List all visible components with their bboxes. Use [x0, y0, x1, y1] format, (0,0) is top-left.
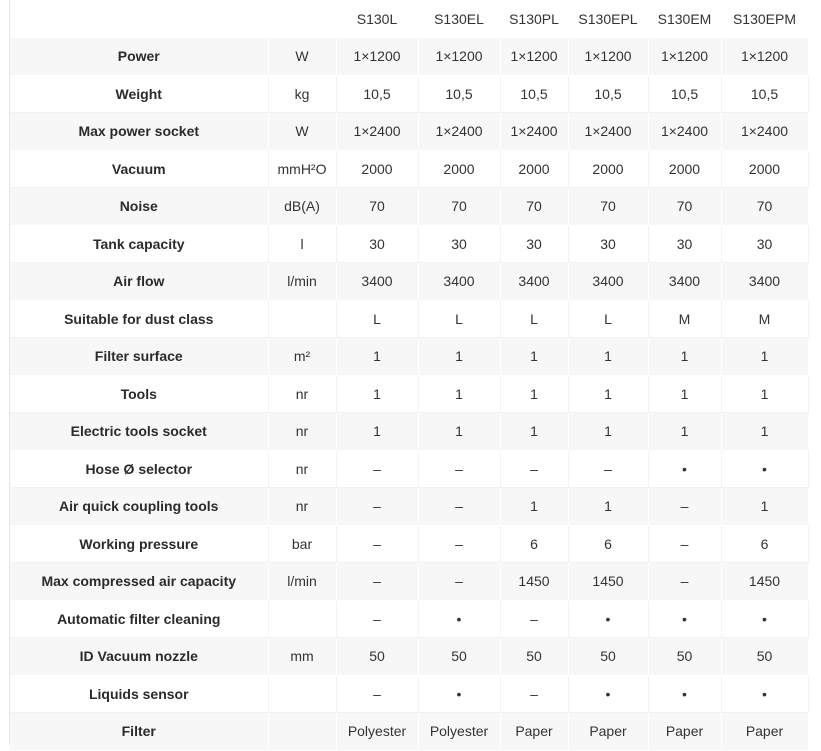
spec-value: 30 [500, 225, 568, 263]
spec-value: 1450 [500, 563, 568, 601]
spec-value: 10,5 [721, 75, 808, 113]
spec-value: 1 [721, 338, 808, 376]
table-row [10, 75, 808, 113]
table-row [10, 450, 808, 488]
spec-unit: bar [268, 525, 336, 563]
spec-value: L [568, 300, 648, 338]
spec-value: 1 [721, 413, 808, 451]
table-row [10, 488, 808, 526]
spec-value: 70 [568, 188, 648, 226]
spec-value: – [418, 450, 500, 488]
table-row [10, 713, 808, 751]
spec-value: 1 [721, 488, 808, 526]
spec-value: 1×2400 [721, 113, 808, 151]
spec-value: – [418, 563, 500, 601]
spec-value: 1 [336, 375, 418, 413]
spec-value: 1×1200 [648, 38, 721, 76]
spec-unit: W [268, 38, 336, 76]
specs-table [10, 0, 809, 751]
spec-value: 3400 [721, 263, 808, 301]
spec-value: – [568, 450, 648, 488]
spec-unit: nr [268, 450, 336, 488]
spec-value: 1 [648, 375, 721, 413]
spec-unit: m² [268, 338, 336, 376]
spec-unit: nr [268, 488, 336, 526]
spec-value: 1 [418, 338, 500, 376]
table-row [10, 375, 808, 413]
spec-label: Tank capacity [10, 225, 268, 263]
spec-value: 1450 [568, 563, 648, 601]
spec-value: 1 [648, 338, 721, 376]
spec-label: Noise [10, 188, 268, 226]
spec-value: – [500, 600, 568, 638]
spec-label: Air quick coupling tools [10, 488, 268, 526]
spec-value: 30 [648, 225, 721, 263]
spec-value: 10,5 [568, 75, 648, 113]
spec-value: – [500, 675, 568, 713]
spec-value: 1×1200 [336, 38, 418, 76]
spec-label: Tools [10, 375, 268, 413]
spec-unit: nr [268, 375, 336, 413]
spec-value: • [568, 675, 648, 713]
spec-value: – [648, 525, 721, 563]
spec-value: 1 [500, 375, 568, 413]
spec-unit: mm [268, 638, 336, 676]
spec-value: 50 [648, 638, 721, 676]
spec-value: • [721, 675, 808, 713]
spec-value: 10,5 [336, 75, 418, 113]
spec-label: Max compressed air capacity [10, 563, 268, 601]
table-row [10, 675, 808, 713]
spec-value: • [648, 600, 721, 638]
spec-value: L [418, 300, 500, 338]
spec-value: 30 [336, 225, 418, 263]
spec-unit [268, 675, 336, 713]
spec-value: – [418, 525, 500, 563]
spec-unit: l/min [268, 563, 336, 601]
spec-value: – [336, 675, 418, 713]
spec-value: • [568, 600, 648, 638]
spec-value: 1 [500, 338, 568, 376]
spec-value: • [418, 600, 500, 638]
table-row [10, 563, 808, 601]
spec-value: Paper [500, 713, 568, 751]
spec-value: 3400 [418, 263, 500, 301]
spec-value: – [336, 525, 418, 563]
spec-label: Max power socket [10, 113, 268, 151]
header-empty-unit [268, 0, 336, 38]
spec-value: 6 [500, 525, 568, 563]
spec-value: 30 [568, 225, 648, 263]
spec-unit: l/min [268, 263, 336, 301]
spec-value: 1×2400 [418, 113, 500, 151]
spec-value: 10,5 [500, 75, 568, 113]
spec-value: 2000 [648, 150, 721, 188]
spec-value: 70 [336, 188, 418, 226]
spec-value: 1×1200 [500, 38, 568, 76]
spec-value: 1 [500, 413, 568, 451]
spec-value: – [648, 488, 721, 526]
spec-label: Air flow [10, 263, 268, 301]
spec-value: 1 [568, 375, 648, 413]
spec-value: • [721, 600, 808, 638]
spec-value: – [336, 488, 418, 526]
table-row [10, 338, 808, 376]
spec-label: Suitable for dust class [10, 300, 268, 338]
table-row [10, 600, 808, 638]
spec-value: M [721, 300, 808, 338]
spec-value: 1 [721, 375, 808, 413]
spec-value: 3400 [568, 263, 648, 301]
spec-value: 1×1200 [568, 38, 648, 76]
spec-value: 50 [336, 638, 418, 676]
spec-value: 1×2400 [336, 113, 418, 151]
spec-value: 1 [418, 413, 500, 451]
table-row [10, 113, 808, 151]
spec-value: 1×1200 [721, 38, 808, 76]
spec-unit: nr [268, 413, 336, 451]
spec-value: Polyester [336, 713, 418, 751]
table-row [10, 638, 808, 676]
spec-value: 2000 [568, 150, 648, 188]
spec-value: 1 [568, 338, 648, 376]
spec-label: Power [10, 38, 268, 76]
spec-value: 6 [568, 525, 648, 563]
spec-value: 70 [418, 188, 500, 226]
spec-label: Liquids sensor [10, 675, 268, 713]
table-row [10, 38, 808, 76]
spec-value: L [336, 300, 418, 338]
spec-value: 50 [721, 638, 808, 676]
header-row [10, 0, 808, 38]
spec-unit: dB(A) [268, 188, 336, 226]
spec-label: Automatic filter cleaning [10, 600, 268, 638]
spec-value: 1 [336, 413, 418, 451]
spec-value: 2000 [418, 150, 500, 188]
spec-value: 1 [418, 375, 500, 413]
spec-value: 70 [648, 188, 721, 226]
model-header: S130L [336, 0, 418, 38]
model-header: S130EL [418, 0, 500, 38]
model-header: S130EPL [568, 0, 648, 38]
spec-value: Paper [721, 713, 808, 751]
spec-label: Vacuum [10, 150, 268, 188]
model-header: S130EPM [721, 0, 808, 38]
spec-unit: l [268, 225, 336, 263]
table-row [10, 413, 808, 451]
spec-value: 1 [500, 488, 568, 526]
spec-value: – [336, 450, 418, 488]
spec-value: 1 [648, 413, 721, 451]
spec-value: 10,5 [648, 75, 721, 113]
spec-value: 2000 [721, 150, 808, 188]
spec-value: 1 [568, 488, 648, 526]
spec-label: Filter [10, 713, 268, 751]
spec-value: – [500, 450, 568, 488]
spec-value: 3400 [500, 263, 568, 301]
spec-value: 6 [721, 525, 808, 563]
spec-value: 1 [336, 338, 418, 376]
model-header: S130PL [500, 0, 568, 38]
spec-value: 30 [721, 225, 808, 263]
spec-value: 3400 [336, 263, 418, 301]
table-row [10, 300, 808, 338]
spec-value: 30 [418, 225, 500, 263]
spec-unit: W [268, 113, 336, 151]
spec-value: 70 [500, 188, 568, 226]
spec-value: • [648, 675, 721, 713]
table-row [10, 150, 808, 188]
table-row [10, 188, 808, 226]
spec-value: 2000 [500, 150, 568, 188]
spec-value: 70 [721, 188, 808, 226]
spec-label: ID Vacuum nozzle [10, 638, 268, 676]
model-header: S130EM [648, 0, 721, 38]
spec-unit: mmH²O [268, 150, 336, 188]
spec-label: Filter surface [10, 338, 268, 376]
spec-value: L [500, 300, 568, 338]
spec-label: Working pressure [10, 525, 268, 563]
spec-value: Polyester [418, 713, 500, 751]
spec-value: 1×2400 [568, 113, 648, 151]
spec-label: Electric tools socket [10, 413, 268, 451]
spec-value: Paper [648, 713, 721, 751]
spec-unit [268, 300, 336, 338]
spec-value: M [648, 300, 721, 338]
spec-value: 1×1200 [418, 38, 500, 76]
spec-value: • [721, 450, 808, 488]
spec-value: – [418, 488, 500, 526]
spec-value: 3400 [648, 263, 721, 301]
spec-unit: kg [268, 75, 336, 113]
spec-unit [268, 600, 336, 638]
spec-value: – [648, 563, 721, 601]
spec-label: Hose Ø selector [10, 450, 268, 488]
spec-value: • [418, 675, 500, 713]
spec-value: • [648, 450, 721, 488]
spec-value: – [336, 563, 418, 601]
spec-value: 2000 [336, 150, 418, 188]
spec-value: 1450 [721, 563, 808, 601]
table-row [10, 263, 808, 301]
table-row [10, 525, 808, 563]
spec-value: 50 [418, 638, 500, 676]
table-row [10, 225, 808, 263]
spec-unit [268, 713, 336, 751]
header-empty-label [10, 0, 268, 38]
spec-label: Weight [10, 75, 268, 113]
spec-value: 1×2400 [500, 113, 568, 151]
spec-value: 50 [568, 638, 648, 676]
spec-value: 1×2400 [648, 113, 721, 151]
spec-value: Paper [568, 713, 648, 751]
spec-value: 50 [500, 638, 568, 676]
spec-value: 10,5 [418, 75, 500, 113]
spec-value: 1 [568, 413, 648, 451]
spec-value: – [336, 600, 418, 638]
